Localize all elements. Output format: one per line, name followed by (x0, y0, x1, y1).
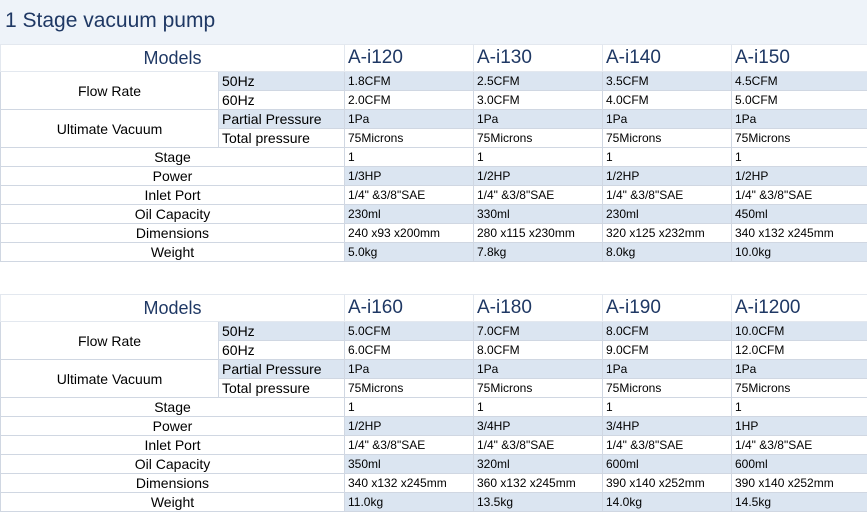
cell-value: 7.8kg (474, 243, 603, 262)
cell-value: 1 (474, 398, 603, 417)
cell-value: 75Microns (603, 129, 732, 148)
spec-table-1 (0, 44, 867, 262)
cell-value: 1Pa (345, 110, 474, 129)
cell-value: 1 (345, 398, 474, 417)
model-name: A-i130 (474, 45, 603, 72)
cell-value: 1/4" &3/8"SAE (345, 186, 474, 205)
cell-value: 75Microns (732, 129, 867, 148)
cell-value: 2.5CFM (474, 72, 603, 91)
cell-value: 1/4" &3/8"SAE (732, 186, 867, 205)
table-row (1, 322, 867, 341)
cell-value: 75Microns (345, 379, 474, 398)
cell-value: 1/4" &3/8"SAE (732, 436, 867, 455)
model-name: A-i1200 (732, 295, 867, 322)
cell-value: 10.0kg (732, 243, 867, 262)
cell-value: 280 x115 x230mm (474, 224, 603, 243)
table-row (1, 110, 867, 129)
cell-value: 390 x140 x252mm (732, 474, 867, 493)
cell-value: 8.0kg (603, 243, 732, 262)
sub-label: 50Hz (219, 322, 345, 341)
sub-label: Partial Pressure (219, 360, 345, 379)
cell-value: 230ml (603, 205, 732, 224)
model-name: A-i160 (345, 295, 474, 322)
table-row (1, 295, 867, 322)
row-label: Dimensions (1, 474, 345, 493)
cell-value: 13.5kg (474, 493, 603, 512)
row-label: Stage (1, 148, 345, 167)
cell-value: 1 (732, 148, 867, 167)
cell-value: 10.0CFM (732, 322, 867, 341)
model-name: A-i190 (603, 295, 732, 322)
cell-value: 9.0CFM (603, 341, 732, 360)
row-label: Oil Capacity (1, 455, 345, 474)
group-label: Ultimate Vacuum (1, 360, 219, 398)
cell-value: 1/4" &3/8"SAE (345, 436, 474, 455)
table-row (1, 224, 867, 243)
cell-value: 1 (603, 398, 732, 417)
cell-value: 240 x93 x200mm (345, 224, 474, 243)
cell-value: 600ml (603, 455, 732, 474)
cell-value: 4.5CFM (732, 72, 867, 91)
table-row (1, 167, 867, 186)
page-title-bar (0, 0, 867, 45)
sub-label: Total pressure (219, 379, 345, 398)
row-label: Oil Capacity (1, 205, 345, 224)
cell-value: 1/4" &3/8"SAE (603, 436, 732, 455)
cell-value: 1 (603, 148, 732, 167)
models-label: Models (1, 295, 345, 322)
cell-value: 1HP (732, 417, 867, 436)
sub-label: Total pressure (219, 129, 345, 148)
table-row (1, 474, 867, 493)
cell-value: 5.0CFM (345, 322, 474, 341)
cell-value: 1/4" &3/8"SAE (474, 436, 603, 455)
cell-value: 1/4" &3/8"SAE (603, 186, 732, 205)
cell-value: 75Microns (603, 379, 732, 398)
cell-value: 3.5CFM (603, 72, 732, 91)
row-label: Weight (1, 493, 345, 512)
cell-value: 5.0kg (345, 243, 474, 262)
spec-table-2 (0, 294, 867, 512)
model-name: A-i150 (732, 45, 867, 72)
sub-label: Partial Pressure (219, 110, 345, 129)
cell-value: 75Microns (345, 129, 474, 148)
cell-value: 3/4HP (474, 417, 603, 436)
table-row (1, 360, 867, 379)
cell-value: 2.0CFM (345, 91, 474, 110)
cell-value: 75Microns (732, 379, 867, 398)
table-row (1, 493, 867, 512)
cell-value: 1Pa (603, 110, 732, 129)
row-label: Inlet Port (1, 186, 345, 205)
cell-value: 75Microns (474, 379, 603, 398)
cell-value: 1 (732, 398, 867, 417)
cell-value: 1/3HP (345, 167, 474, 186)
cell-value: 1Pa (474, 110, 603, 129)
cell-value: 330ml (474, 205, 603, 224)
cell-value: 8.0CFM (474, 341, 603, 360)
cell-value: 3.0CFM (474, 91, 603, 110)
table-row (1, 398, 867, 417)
row-label: Dimensions (1, 224, 345, 243)
table-row (1, 436, 867, 455)
table-row (1, 72, 867, 91)
cell-value: 320ml (474, 455, 603, 474)
cell-value: 1.8CFM (345, 72, 474, 91)
sub-label: 50Hz (219, 72, 345, 91)
table-row (1, 455, 867, 474)
cell-value: 350ml (345, 455, 474, 474)
cell-value: 14.0kg (603, 493, 732, 512)
group-label: Flow Rate (1, 72, 219, 110)
table-row (1, 205, 867, 224)
cell-value: 12.0CFM (732, 341, 867, 360)
page-title: 1 Stage vacuum pump (5, 9, 216, 32)
sub-label: 60Hz (219, 91, 345, 110)
cell-value: 1Pa (732, 110, 867, 129)
cell-value: 1/4" &3/8"SAE (474, 186, 603, 205)
cell-value: 600ml (732, 455, 867, 474)
cell-value: 1Pa (603, 360, 732, 379)
cell-value: 340 x132 x245mm (345, 474, 474, 493)
cell-value: 75Microns (474, 129, 603, 148)
cell-value: 5.0CFM (732, 91, 867, 110)
table-row (1, 186, 867, 205)
table-row (1, 148, 867, 167)
table-gap (0, 272, 867, 294)
group-label: Ultimate Vacuum (1, 110, 219, 148)
cell-value: 360 x132 x245mm (474, 474, 603, 493)
cell-value: 7.0CFM (474, 322, 603, 341)
row-label: Power (1, 167, 345, 186)
cell-value: 4.0CFM (603, 91, 732, 110)
cell-value: 1 (474, 148, 603, 167)
row-label: Power (1, 417, 345, 436)
cell-value: 3/4HP (603, 417, 732, 436)
cell-value: 320 x125 x232mm (603, 224, 732, 243)
cell-value: 340 x132 x245mm (732, 224, 867, 243)
models-label: Models (1, 45, 345, 72)
cell-value: 1Pa (345, 360, 474, 379)
row-label: Stage (1, 398, 345, 417)
row-label: Inlet Port (1, 436, 345, 455)
cell-value: 1/2HP (732, 167, 867, 186)
model-name: A-i180 (474, 295, 603, 322)
table-row (1, 417, 867, 436)
cell-value: 230ml (345, 205, 474, 224)
row-label: Weight (1, 243, 345, 262)
cell-value: 1/2HP (603, 167, 732, 186)
cell-value: 1Pa (732, 360, 867, 379)
group-label: Flow Rate (1, 322, 219, 360)
table-row (1, 243, 867, 262)
sub-label: 60Hz (219, 341, 345, 360)
cell-value: 1/2HP (474, 167, 603, 186)
model-name: A-i120 (345, 45, 474, 72)
table-row (1, 45, 867, 72)
cell-value: 390 x140 x252mm (603, 474, 732, 493)
cell-value: 14.5kg (732, 493, 867, 512)
cell-value: 8.0CFM (603, 322, 732, 341)
cell-value: 1 (345, 148, 474, 167)
model-name: A-i140 (603, 45, 732, 72)
cell-value: 6.0CFM (345, 341, 474, 360)
cell-value: 450ml (732, 205, 867, 224)
cell-value: 11.0kg (345, 493, 474, 512)
cell-value: 1/2HP (345, 417, 474, 436)
cell-value: 1Pa (474, 360, 603, 379)
